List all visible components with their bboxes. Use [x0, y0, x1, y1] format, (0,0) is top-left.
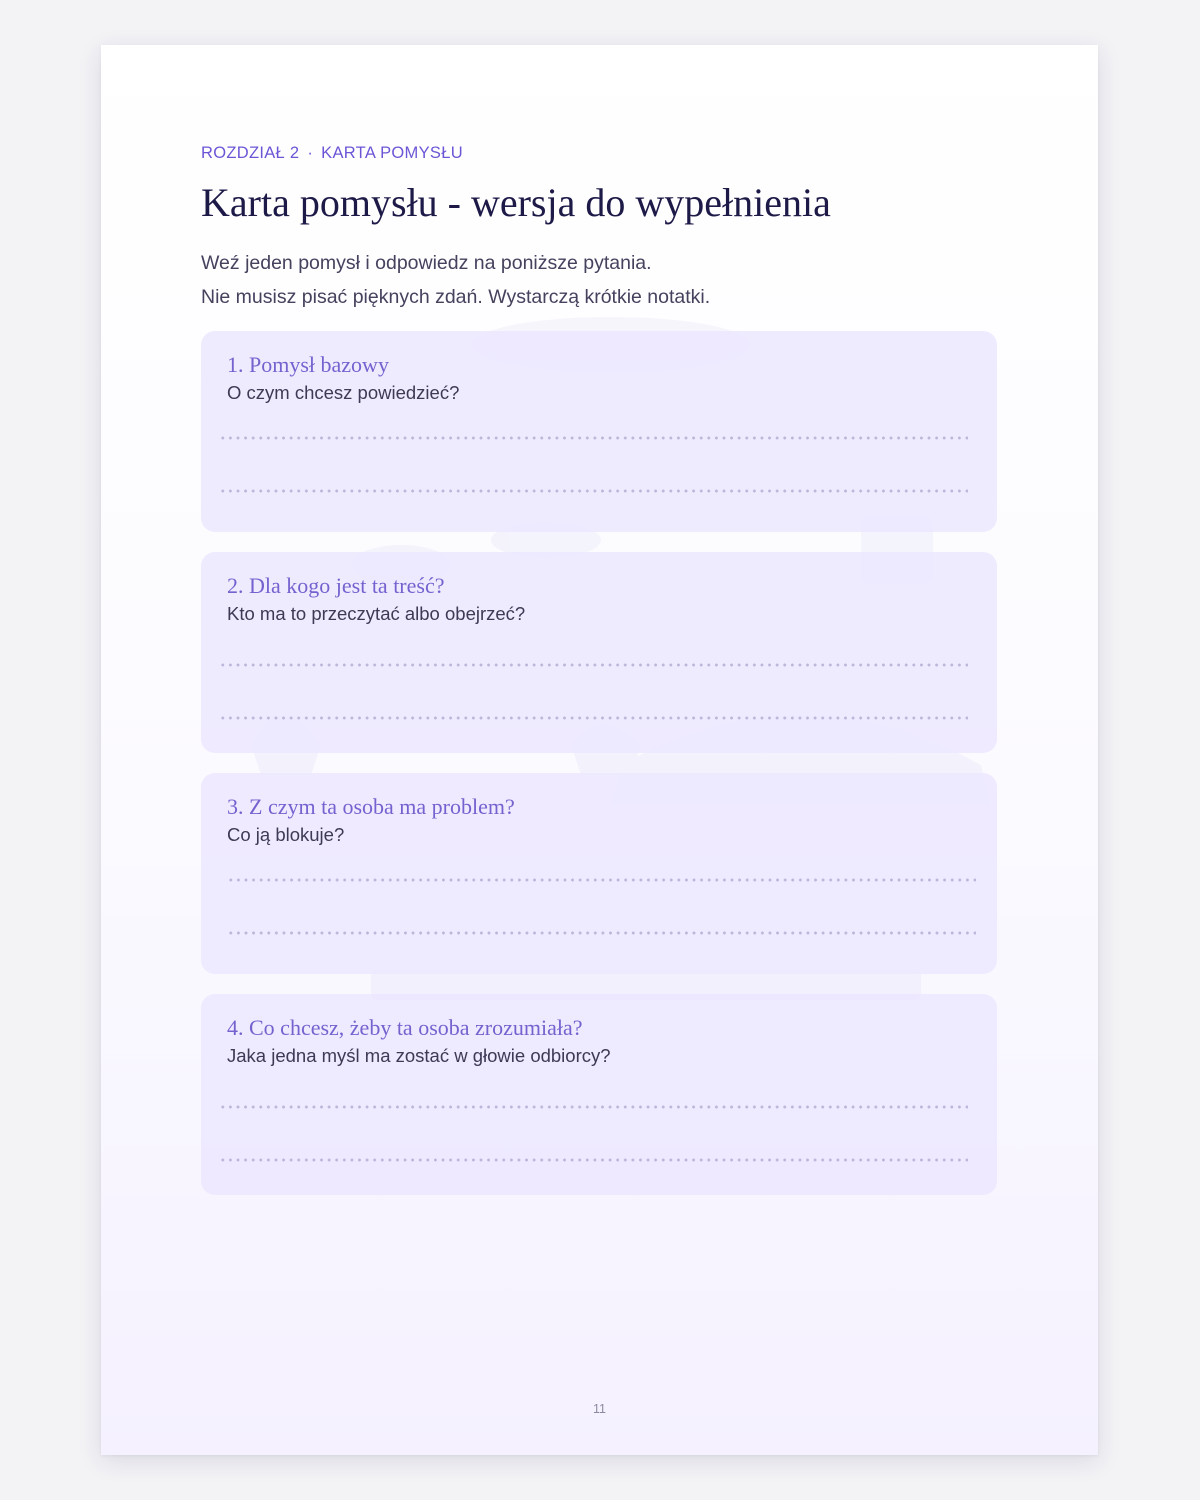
card-heading: 2. Dla kogo jest ta treść? — [227, 573, 445, 598]
question-card-1 — [201, 331, 997, 532]
question-card-3 — [201, 773, 997, 974]
question-card-4 — [201, 994, 997, 1195]
answer-line-2[interactable] — [219, 1158, 968, 1162]
answer-line-2[interactable] — [219, 716, 968, 720]
intro-line-2: Nie musisz pisać pięknych zdań. Wystarczą krótkie notatki. — [201, 286, 711, 308]
intro-line-1: Weź jeden pomysł i odpowiedz na poniższe pytania. — [201, 252, 652, 274]
answer-line-1[interactable] — [219, 663, 968, 667]
answer-line-1[interactable] — [219, 436, 968, 440]
intro-text — [201, 246, 1001, 314]
card-heading: 1. Pomysł bazowy — [227, 352, 389, 377]
card-question: Co ją blokuje? — [227, 824, 345, 845]
answer-line-2[interactable] — [227, 931, 976, 935]
document-page — [101, 45, 1098, 1455]
page-title: Karta pomysłu - wersja do wypełnienia — [201, 180, 831, 225]
breadcrumb — [201, 144, 463, 163]
card-question: Jaka jedna myśl ma zostać w głowie odbiorcy? — [227, 1045, 611, 1066]
breadcrumb-chapter: ROZDZIAŁ 2 — [201, 144, 300, 162]
card-question: Kto ma to przeczytać albo obejrzeć? — [227, 603, 526, 624]
card-heading: 3. Z czym ta osoba ma problem? — [227, 794, 515, 819]
answer-line-1[interactable] — [219, 1105, 968, 1109]
card-heading: 4. Co chcesz, żeby ta osoba zrozumiała? — [227, 1015, 583, 1040]
card-question: O czym chcesz powiedzieć? — [227, 382, 460, 403]
answer-line-2[interactable] — [219, 489, 968, 493]
breadcrumb-section: KARTA POMYSŁU — [321, 144, 463, 162]
page-number: 11 — [593, 1402, 606, 1416]
question-card-2 — [201, 552, 997, 753]
answer-line-1[interactable] — [227, 878, 976, 882]
breadcrumb-separator: · — [307, 144, 314, 162]
